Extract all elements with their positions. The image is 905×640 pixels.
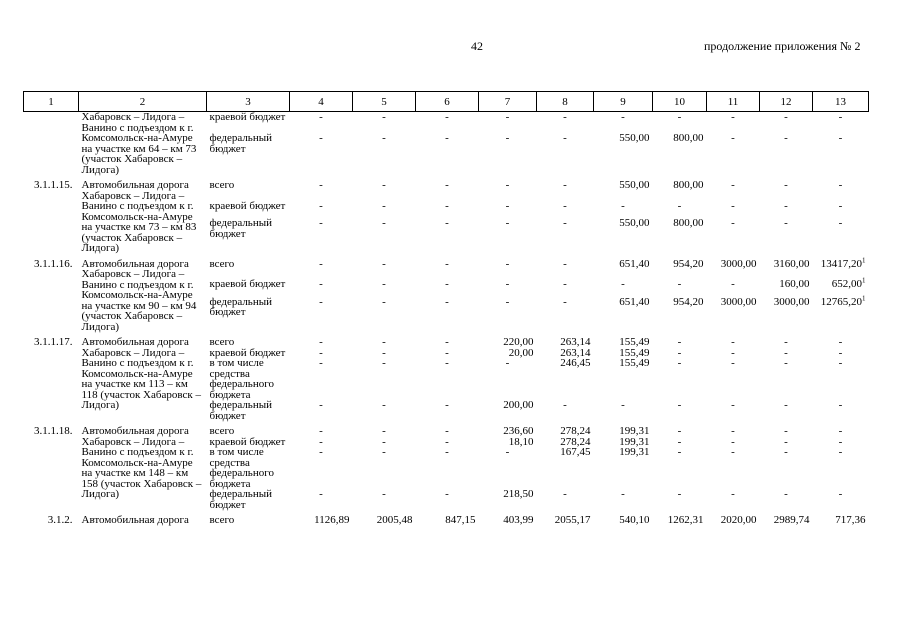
funding-source: краевой бюджет (209, 278, 286, 291)
value-cell: - (784, 346, 788, 359)
item-code (24, 112, 79, 134)
item-code (24, 201, 79, 219)
value-cell: - (563, 132, 567, 145)
value-cell: - (505, 179, 510, 191)
value-cell: 160,00 (779, 278, 810, 291)
footnote-marker: 1 (862, 276, 866, 285)
item-code (24, 437, 79, 448)
value-cell: - (382, 336, 386, 348)
value-cell: - (319, 132, 323, 145)
value-cell: 2989,74 (773, 514, 810, 526)
table-row (24, 254, 869, 280)
value-cell: - (731, 336, 735, 348)
value-cell: - (677, 446, 682, 458)
value-cell: - (677, 336, 682, 348)
footnote-marker: 1 (862, 294, 866, 303)
value-cell: - (382, 425, 386, 437)
item-code: 3.1.1.15. (34, 179, 73, 191)
item-code (24, 279, 79, 297)
item-code: 3.1.1.18. (34, 425, 73, 437)
value-cell: - (784, 111, 788, 123)
value-cell: - (731, 111, 735, 123)
column-header: 4 (290, 92, 353, 112)
value-cell: - (505, 295, 510, 308)
funding-source: федеральный бюджет (209, 295, 272, 319)
item-code: 3.1.1.16. (34, 257, 73, 270)
value-cell: - (319, 357, 323, 369)
value-cell: - (445, 217, 449, 230)
value-cell: - (319, 425, 323, 437)
value-cell: - (445, 111, 449, 123)
value-cell: - (784, 336, 788, 348)
column-header: 2 (79, 92, 207, 112)
value-cell: - (505, 278, 510, 291)
item-code (24, 358, 79, 400)
funding-source: в том числе средства федерального бюджета (209, 446, 274, 490)
value-cell: - (731, 488, 735, 500)
value-cell: - (445, 295, 449, 308)
value-cell: - (731, 399, 735, 411)
value-cell: - (621, 199, 625, 212)
value-cell: 155,49 (619, 346, 650, 359)
value-cell: - (505, 257, 510, 270)
value-cell: - (677, 346, 682, 359)
value-cell: - (382, 488, 386, 500)
value-cell: - (563, 179, 567, 191)
value-cell: 18,10 (508, 435, 534, 448)
value-cell: - (563, 111, 567, 123)
value-cell: - (445, 257, 449, 270)
column-header: 11 (707, 92, 760, 112)
value-cell: - (731, 435, 735, 448)
value-cell: 1126,89 (314, 514, 350, 526)
value-cell: - (505, 357, 510, 369)
value-cell: - (563, 199, 567, 212)
item-name: Автомобильная дорога Хабаровск – Лидога – Ванино с подъездом к г. Комсомольск-на-Амуре на участке км 73 – км 83 (участок Хабаровск – Лидога) (81, 179, 197, 254)
value-cell: - (784, 132, 788, 145)
value-cell: - (563, 257, 567, 270)
funding-source: всего (209, 257, 235, 270)
funding-source: краевой бюджет (209, 111, 286, 123)
value-cell: 2055,17 (554, 514, 591, 526)
value-cell: - (382, 278, 386, 291)
value-cell: - (621, 488, 625, 500)
value-cell: - (505, 111, 510, 123)
funding-source: краевой бюджет (209, 199, 286, 212)
value-cell: - (382, 217, 386, 230)
column-header: 9 (594, 92, 653, 112)
value-cell: - (319, 257, 323, 270)
value-cell: 550,00 (619, 132, 650, 145)
value-cell: - (731, 199, 735, 212)
budget-table (23, 91, 869, 526)
item-code (24, 133, 79, 175)
value-cell: - (319, 399, 323, 411)
value-cell: 199,31 (619, 435, 650, 448)
value-cell: 199,31 (619, 446, 650, 458)
value-cell: 199,31 (619, 425, 650, 437)
value-cell: - (731, 278, 735, 291)
value-cell: - (677, 111, 682, 123)
item-name: Автомобильная дорога Хабаровск – Лидога – Ванино с подъездом к г. Комсомольск-на-Амуре на участке км 148 – км 158 (участок Хабаровск – Лидога) (81, 425, 202, 500)
value-cell: 800,00 (673, 179, 704, 191)
value-cell: - (382, 179, 386, 191)
value-cell: 651,40 (619, 295, 650, 308)
item-code (24, 297, 79, 332)
value-cell: - (445, 179, 449, 191)
value-cell: - (445, 132, 449, 145)
column-header: 10 (653, 92, 707, 112)
value-cell: - (731, 425, 735, 437)
value-cell: - (677, 488, 682, 500)
value-cell: 236,60 (503, 425, 534, 437)
value-cell: - (677, 425, 682, 437)
value-cell: - (382, 357, 386, 369)
value-cell: - (382, 435, 386, 448)
column-header: 7 (479, 92, 537, 112)
funding-source: краевой бюджет (209, 435, 286, 448)
value-cell: 651,40 (619, 257, 650, 270)
value-cell: - (731, 179, 735, 191)
value-cell: - (838, 132, 843, 145)
value-cell: - (382, 199, 386, 212)
value-cell: - (784, 446, 788, 458)
value-cell: - (445, 199, 449, 212)
continuation-note: продолжение приложения № 2 (704, 39, 861, 53)
value-cell: 652,00$^1$ (831, 276, 866, 291)
value-cell: - (505, 132, 510, 145)
value-cell: - (319, 217, 323, 230)
column-header: 5 (353, 92, 416, 112)
funding-source: федеральный бюджет (209, 132, 272, 155)
funding-source: всего (209, 425, 235, 437)
table-row (24, 175, 869, 201)
value-cell: - (784, 217, 788, 230)
value-cell: - (677, 435, 682, 448)
value-cell: - (445, 446, 449, 458)
value-cell: - (784, 399, 788, 411)
value-cell: - (838, 357, 843, 369)
item-code: 3.1.2. (47, 514, 73, 526)
value-cell: - (319, 179, 323, 191)
value-cell: - (445, 346, 449, 359)
item-code (24, 447, 79, 489)
value-cell: 403,99 (503, 514, 534, 526)
header-row (24, 92, 869, 112)
value-cell: 278,24 (560, 425, 591, 437)
value-cell: - (382, 132, 386, 145)
value-cell: - (677, 357, 682, 369)
value-cell: - (445, 425, 449, 437)
value-cell: - (838, 217, 843, 230)
funding-source: всего (209, 179, 235, 191)
table-row (24, 421, 869, 437)
value-cell: - (838, 346, 843, 359)
item-code (24, 218, 79, 253)
value-cell: 3000,00 (720, 295, 757, 308)
value-cell: - (784, 488, 788, 500)
value-cell: 155,49 (619, 336, 650, 348)
value-cell: - (838, 111, 843, 123)
funding-source: федеральный бюджет (209, 488, 272, 511)
funding-source: краевой бюджет (209, 346, 286, 359)
value-cell: - (319, 446, 323, 458)
value-cell: 954,20 (673, 295, 704, 308)
value-cell: 155,49 (619, 357, 650, 369)
value-cell: - (382, 257, 386, 270)
item-code (24, 400, 79, 421)
value-cell: - (445, 399, 449, 411)
value-cell: - (563, 295, 567, 308)
item-code (24, 348, 79, 359)
value-cell: - (784, 179, 788, 191)
value-cell: - (382, 399, 386, 411)
footnote-marker: 1 (862, 255, 866, 264)
value-cell: 3000,00 (720, 257, 757, 270)
value-cell: - (838, 336, 843, 348)
value-cell: 220,00 (503, 336, 534, 348)
value-cell: - (445, 357, 449, 369)
value-cell: - (319, 111, 323, 123)
value-cell: - (731, 346, 735, 359)
value-cell: 1262,31 (667, 514, 704, 526)
value-cell: - (445, 278, 449, 291)
value-cell: - (784, 425, 788, 437)
item-name: Автомобильная дорога Хабаровск – Лидога – Ванино с подъездом к г. Комсомольск-на-Амуре на участке км 113 – км 118 (участок Хабаровск – Лидога) (81, 336, 201, 411)
column-header: 8 (537, 92, 594, 112)
value-cell: - (505, 446, 510, 458)
value-cell: 800,00 (673, 217, 704, 230)
value-cell: 954,20 (673, 257, 704, 270)
value-cell: - (445, 435, 449, 448)
funding-source: всего (209, 514, 235, 526)
value-cell: - (731, 132, 735, 145)
value-cell: 847,15 (445, 514, 476, 526)
value-cell: 200,00 (503, 399, 534, 411)
value-cell: - (382, 295, 386, 308)
value-cell: 540,10 (619, 514, 650, 526)
table-body (24, 112, 869, 526)
value-cell: - (563, 399, 567, 411)
column-header: 13 (813, 92, 869, 112)
value-cell: - (838, 399, 843, 411)
table-row (24, 112, 869, 134)
value-cell: - (838, 199, 843, 212)
value-cell: - (838, 435, 843, 448)
funding-source: федеральный бюджет (209, 399, 272, 422)
value-cell: - (563, 217, 567, 230)
value-cell: - (838, 179, 843, 191)
value-cell: - (621, 111, 625, 123)
value-cell: - (319, 295, 323, 308)
value-cell: - (505, 199, 510, 212)
value-cell: - (677, 278, 682, 291)
column-header: 6 (416, 92, 479, 112)
value-cell: - (319, 199, 323, 212)
value-cell: 550,00 (619, 217, 650, 230)
value-cell: 20,00 (508, 346, 534, 359)
value-cell: - (838, 488, 843, 500)
value-cell: - (382, 346, 386, 359)
value-cell: - (784, 199, 788, 212)
value-cell: - (382, 446, 386, 458)
value-cell: - (731, 357, 735, 369)
value-cell: 13417,20$^1$ (820, 255, 866, 270)
value-cell: 263,14 (560, 336, 591, 348)
value-cell: - (621, 399, 625, 411)
value-cell: 717,36 (835, 514, 866, 526)
table-row (24, 332, 869, 348)
column-header: 12 (760, 92, 813, 112)
table-row (24, 510, 869, 526)
value-cell: - (621, 278, 625, 291)
value-cell: - (319, 346, 323, 359)
value-cell: - (563, 488, 567, 500)
value-cell: - (445, 336, 449, 348)
funding-source: в том числе средства федерального бюджета (209, 357, 274, 401)
value-cell: 246,45 (560, 357, 591, 369)
item-code (24, 489, 79, 510)
value-cell: 3160,00 (773, 257, 810, 270)
funding-source: всего (209, 336, 235, 348)
item-name: Автомобильная дорога Хабаровск – Лидога – Ванино с подъездом к г. Комсомольск-на-Амуре на участке км 90 – км 94 (участок Хабаровск – Лидога) (81, 257, 197, 333)
item-name: Хабаровск – Лидога – Ванино с подъездом к г. Комсомольск-на-Амуре на участке км 64 – км 73 (участок Хабаровск – Лидога) (81, 111, 197, 176)
value-cell: - (319, 278, 323, 291)
value-cell: 2005,48 (376, 514, 413, 526)
value-cell: - (838, 446, 843, 458)
value-cell: - (784, 435, 788, 448)
value-cell: - (677, 399, 682, 411)
value-cell: 12765,20$^1$ (820, 294, 866, 308)
value-cell: - (838, 425, 843, 437)
value-cell: 218,50 (503, 488, 534, 500)
item-code: 3.1.1.17. (34, 336, 73, 348)
value-cell: 3000,00 (773, 295, 810, 308)
value-cell: - (319, 435, 323, 448)
value-cell: - (319, 488, 323, 500)
value-cell: - (677, 199, 682, 212)
value-cell: - (382, 111, 386, 123)
value-cell: - (445, 488, 449, 500)
column-header: 3 (207, 92, 290, 112)
value-cell: 278,24 (560, 435, 591, 448)
value-cell: - (563, 278, 567, 291)
value-cell: 263,14 (560, 346, 591, 359)
value-cell: - (731, 446, 735, 458)
page-number: 42 (471, 39, 483, 53)
value-cell: - (731, 217, 735, 230)
item-name: Автомобильная дорога (81, 514, 189, 526)
column-header: 1 (24, 92, 79, 112)
value-cell: - (505, 217, 510, 230)
value-cell: 2020,00 (720, 514, 757, 526)
value-cell: 550,00 (619, 179, 650, 191)
funding-source: федеральный бюджет (209, 217, 272, 240)
value-cell: - (319, 336, 323, 348)
value-cell: - (784, 357, 788, 369)
value-cell: 167,45 (560, 446, 591, 458)
value-cell: 800,00 (673, 132, 704, 145)
